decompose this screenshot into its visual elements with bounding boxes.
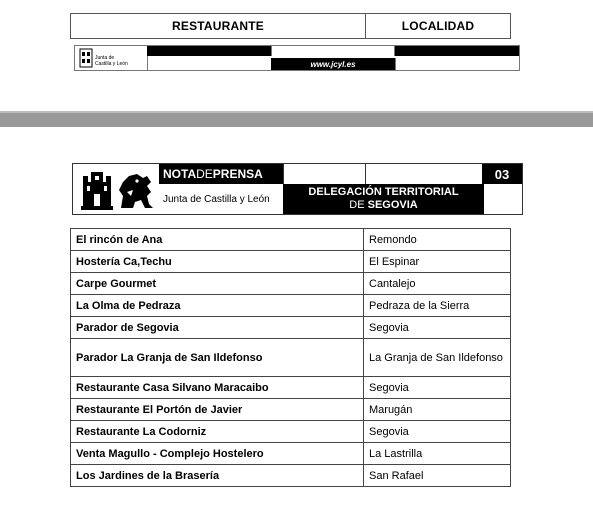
restaurant-name: El rincón de Ana [71, 229, 364, 251]
table-row [71, 399, 511, 421]
restaurant-locality: La Granja de San Ildefonso [364, 339, 511, 377]
restaurant-name: Venta Magullo - Complejo Hostelero [71, 443, 364, 465]
delegacion-label: DELEGACIÓN TERRITORIAL DE SEGOVIA [283, 184, 484, 214]
table-row [71, 339, 511, 377]
restaurant-locality: Segovia [364, 377, 511, 399]
strip-bottom-bar [147, 58, 519, 70]
restaurant-name: Restaurante Casa Silvano Maracaibo [71, 377, 364, 399]
crest-icon [77, 47, 95, 69]
restaurant-locality: Pedraza de la Sierra [364, 295, 511, 317]
website-url[interactable]: www.jcyl.es [271, 58, 395, 70]
table-row [71, 465, 511, 487]
restaurant-locality: San Rafael [364, 465, 511, 487]
restaurant-locality: El Espinar [364, 251, 511, 273]
press-header [72, 163, 523, 215]
table-row [71, 273, 511, 295]
nota-de-prensa-label: NOTA DE PRENSA [159, 164, 283, 184]
column-header-table [70, 13, 511, 39]
junta-label: Junta de Castilla y León [163, 193, 270, 205]
table-row [71, 251, 511, 273]
restaurant-name: Los Jardines de la Brasería [71, 465, 364, 487]
table-row [71, 317, 511, 339]
restaurant-name: Parador La Granja de San Ildefonso [71, 339, 364, 377]
restaurant-table [70, 228, 511, 487]
table-row [71, 229, 511, 251]
grey-divider-band [0, 113, 593, 127]
restaurant-name: Restaurante El Portón de Javier [71, 399, 364, 421]
restaurant-locality: Segovia [364, 421, 511, 443]
table-row [71, 421, 511, 443]
header-restaurante: RESTAURANTE [71, 14, 366, 38]
table-row [71, 443, 511, 465]
restaurant-name: Carpe Gourmet [71, 273, 364, 295]
logo-text-1: Junta de [95, 55, 115, 61]
restaurant-locality: Marugán [364, 399, 511, 421]
junta-logo-box [75, 46, 148, 70]
table-row [71, 295, 511, 317]
restaurant-name: Restaurante La Codorniz [71, 421, 364, 443]
restaurant-locality: Segovia [364, 317, 511, 339]
header-localidad: LOCALIDAD [401, 19, 475, 33]
logo-strip [74, 45, 520, 71]
restaurant-locality: Cantalejo [364, 273, 511, 295]
restaurant-name: Parador de Segovia [71, 317, 364, 339]
restaurant-locality: La Lastrilla [364, 443, 511, 465]
restaurant-name: La Olma de Pedraza [71, 295, 364, 317]
table-row [71, 377, 511, 399]
logo-text-2: Castilla y León [95, 61, 128, 67]
press-number: 03 [482, 164, 522, 184]
restaurant-locality: Remondo [364, 229, 511, 251]
castle-lion-crest-icon [77, 168, 157, 212]
strip-top-bar [147, 46, 519, 56]
restaurant-name: Hostería Ca,Techu [71, 251, 364, 273]
